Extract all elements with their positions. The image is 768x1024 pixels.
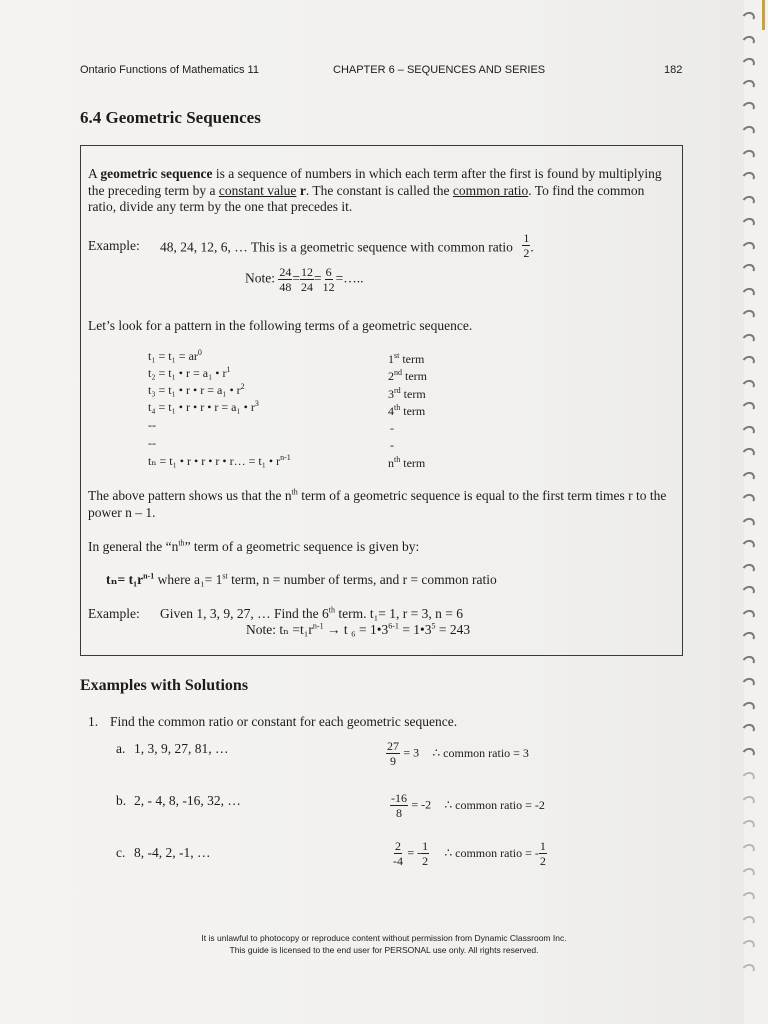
ratio-fraction: $\frac{1}{2}$ xyxy=(523,231,530,260)
term-geometric-sequence: geometric sequence xyxy=(100,166,213,181)
conclusion-paragraph: The above pattern shows us that the $n^{th}$ term of a geometric sequence is equal to the first term times r to the power n – 1. xyxy=(88,487,667,520)
general-formula: $t_n= t_1r^{n-1}$ where a₁= 1st term, n = number of terms, and r = common ratio xyxy=(106,571,497,587)
pattern-label-dash-2: - xyxy=(390,438,394,452)
definition-paragraph: A geometric sequence is a sequence of numbers in which each term after the first is found by multiplying the preceding term by a constant value r. The constant is called the common ratio. To find the common ratio, divide any term by the one that precedes it. xyxy=(88,166,662,214)
pattern-row-1: $t_1 = t_1 = ar^0$ xyxy=(148,348,202,363)
part-b-solution: $\frac{-16}{8}$ = -2 ∴ common ratio = -2 xyxy=(391,791,545,820)
examples-title: Examples with Solutions xyxy=(80,677,249,694)
example2-label: Example: xyxy=(88,606,140,621)
pattern-row-2: t₂ = t₁ • r = a₁ • $r^1$ xyxy=(148,365,231,380)
part-b-label: b. xyxy=(116,793,127,808)
binding-edge xyxy=(762,0,765,30)
pattern-label-4: 4th term xyxy=(388,403,426,418)
pattern-label-dash-1: - xyxy=(390,421,394,435)
pattern-label-1: 1st term xyxy=(388,351,425,366)
page-number: 182 xyxy=(664,64,683,76)
part-c-sequence: 8, -4, 2, -1, … xyxy=(134,845,211,860)
book-title: Ontario Functions of Mathematics 11 xyxy=(80,64,259,76)
example1-label: Example: xyxy=(88,238,140,253)
pattern-row-3: t₃ = t₁ • r • r = a₁ • $r^2$ xyxy=(148,382,245,397)
part-c-solution: $\frac{2}{-4}$ = - $\frac{1}{2}$ ∴ common ratio = - $\frac{1}{2}$ xyxy=(393,839,546,868)
footer-line-2: This guide is licensed to the end user for PERSONAL use only. All rights reserved. xyxy=(229,945,539,955)
part-a-sequence: 1, 3, 9, 27, 81, … xyxy=(134,741,229,756)
pattern-ellipsis-2: -- xyxy=(148,436,156,450)
general-term-intro: In general the “$n^{th}$” term of a geometric sequence is given by: xyxy=(88,538,420,554)
question-1-text: Find the common ratio or constant for each geometric sequence. xyxy=(110,714,458,729)
example2-text: Given 1, 3, 9, 27, … Find the 6th term. t₁= 1, r = 3, n = 6 xyxy=(160,605,464,621)
chapter-title: CHAPTER 6 – SEQUENCES AND SERIES xyxy=(333,64,546,76)
pattern-row-4: t₄ = t₁ • r • r • r = a₁ • $r^3$ xyxy=(148,399,259,414)
pattern-ellipsis-1: -- xyxy=(148,418,156,432)
pattern-row-n: tₙ = t₁ • r • r • r • r… = t₁ • $r^{n-1}$ xyxy=(148,453,291,468)
pattern-label-n: $n^{th}$ term xyxy=(388,455,426,470)
example1-note: Note: $\frac{24}{48}$ = $\frac{12}{24}$ = $\frac{6}{12}$ =….. xyxy=(245,265,364,294)
pattern-label-3: 3rd term xyxy=(388,386,426,401)
question-1-number: 1. xyxy=(88,714,99,729)
footer-line-1: It is unlawful to photocopy or reproduce content without permission from Dynamic Classroom Inc. xyxy=(201,933,567,943)
part-c-label: c. xyxy=(116,845,126,860)
pattern-intro: Let’s look for a pattern in the following terms of a geometric sequence. xyxy=(88,318,473,333)
part-a-solution: $\frac{27}{9}$ = 3 ∴ common ratio = 3 xyxy=(387,739,529,768)
pattern-label-2: 2nd term xyxy=(388,368,427,383)
part-b-sequence: 2, - 4, 8, -16, 32, … xyxy=(134,793,241,808)
example2-note: Note: $t_n =t_1r^{n-1} \to t$ $_6 = 1•3^{6-1}$ = $1•3^5 = 243$ xyxy=(246,621,471,637)
section-title: 6.4 Geometric Sequences xyxy=(80,108,261,127)
example1-text: 48, 24, 12, 6, … This is a geometric sequence with common ratio $\frac{1}{2}$ . xyxy=(160,231,534,260)
part-a-label: a. xyxy=(116,741,126,756)
